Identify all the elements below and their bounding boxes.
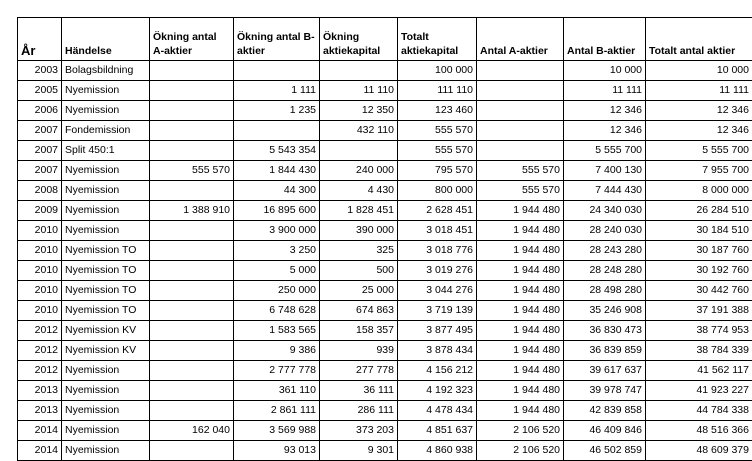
increase-a-shares-cell — [150, 341, 234, 361]
year-cell: 2012 — [18, 321, 62, 341]
increase-b-shares-cell — [234, 121, 320, 141]
increase-a-shares-cell — [150, 301, 234, 321]
increase-share-capital-cell: 432 110 — [320, 121, 398, 141]
year-cell: 2013 — [18, 381, 62, 401]
total-share-capital-cell: 800 000 — [398, 181, 477, 201]
year-cell: 2007 — [18, 141, 62, 161]
total-share-capital-cell: 4 156 212 — [398, 361, 477, 381]
year-cell: 2003 — [18, 61, 62, 81]
total-share-capital-cell: 3 877 495 — [398, 321, 477, 341]
increase-share-capital-cell: 277 778 — [320, 361, 398, 381]
increase-a-shares-cell — [150, 261, 234, 281]
year-cell: 2005 — [18, 81, 62, 101]
increase-b-shares-cell: 1 235 — [234, 101, 320, 121]
table-row — [18, 341, 752, 361]
event-cell: Split 450:1 — [62, 141, 150, 161]
a-shares-cell: 555 570 — [477, 161, 564, 181]
b-shares-cell: 46 409 846 — [564, 421, 646, 441]
total-shares-cell: 41 562 117 — [646, 361, 752, 381]
table-row — [18, 241, 752, 261]
event-cell: Nyemission — [62, 421, 150, 441]
b-shares-cell: 39 617 637 — [564, 361, 646, 381]
total-shares-cell: 5 555 700 — [646, 141, 752, 161]
year-cell: 2010 — [18, 261, 62, 281]
table-row — [18, 101, 752, 121]
total-share-capital-cell: 4 478 434 — [398, 401, 477, 421]
a-shares-cell — [477, 61, 564, 81]
total-share-capital-cell: 3 719 139 — [398, 301, 477, 321]
increase-a-shares-cell — [150, 281, 234, 301]
event-cell: Nyemission — [62, 101, 150, 121]
total-share-capital-cell: 3 878 434 — [398, 341, 477, 361]
increase-share-capital-cell: 4 430 — [320, 181, 398, 201]
increase-a-shares-cell — [150, 141, 234, 161]
increase-b-shares-cell: 1 111 — [234, 81, 320, 101]
header-increase-a-shares: Ökning antal A-aktier — [150, 18, 234, 61]
increase-share-capital-cell: 36 111 — [320, 381, 398, 401]
total-shares-cell: 11 111 — [646, 81, 752, 101]
event-cell: Nyemission — [62, 441, 150, 461]
increase-share-capital-cell: 500 — [320, 261, 398, 281]
increase-a-shares-cell — [150, 321, 234, 341]
event-cell: Nyemission — [62, 361, 150, 381]
a-shares-cell: 1 944 480 — [477, 381, 564, 401]
increase-a-shares-cell — [150, 81, 234, 101]
increase-b-shares-cell: 2 777 778 — [234, 361, 320, 381]
increase-a-shares-cell — [150, 361, 234, 381]
total-share-capital-cell: 3 018 776 — [398, 241, 477, 261]
total-share-capital-cell: 555 570 — [398, 141, 477, 161]
year-cell: 2006 — [18, 101, 62, 121]
table-row — [18, 201, 752, 221]
header-increase-share-capital: Ökning aktiekapital — [320, 18, 398, 61]
increase-a-shares-cell — [150, 121, 234, 141]
total-shares-cell: 8 000 000 — [646, 181, 752, 201]
increase-a-shares-cell — [150, 441, 234, 461]
increase-share-capital-cell: 11 110 — [320, 81, 398, 101]
a-shares-cell — [477, 101, 564, 121]
year-cell: 2008 — [18, 181, 62, 201]
a-shares-cell — [477, 141, 564, 161]
total-shares-cell: 38 774 953 — [646, 321, 752, 341]
increase-a-shares-cell — [150, 401, 234, 421]
b-shares-cell: 28 243 280 — [564, 241, 646, 261]
increase-a-shares-cell — [150, 61, 234, 81]
table-row — [18, 361, 752, 381]
total-shares-cell: 48 609 379 — [646, 441, 752, 461]
increase-b-shares-cell — [234, 61, 320, 81]
increase-share-capital-cell: 158 357 — [320, 321, 398, 341]
table-row — [18, 181, 752, 201]
increase-a-shares-cell: 555 570 — [150, 161, 234, 181]
header-total-share-capital: Totalt aktiekapital — [398, 18, 477, 61]
b-shares-cell: 7 400 130 — [564, 161, 646, 181]
event-cell: Bolagsbildning — [62, 61, 150, 81]
event-cell: Nyemission TO — [62, 261, 150, 281]
increase-b-shares-cell: 2 861 111 — [234, 401, 320, 421]
header-increase-b-shares: Ökning antal B-aktier — [234, 18, 320, 61]
b-shares-cell: 46 502 859 — [564, 441, 646, 461]
year-cell: 2014 — [18, 421, 62, 441]
increase-b-shares-cell: 93 013 — [234, 441, 320, 461]
total-shares-cell: 37 191 388 — [646, 301, 752, 321]
b-shares-cell: 7 444 430 — [564, 181, 646, 201]
year-cell: 2007 — [18, 121, 62, 141]
increase-b-shares-cell: 5 543 354 — [234, 141, 320, 161]
b-shares-cell: 28 248 280 — [564, 261, 646, 281]
b-shares-cell: 12 346 — [564, 101, 646, 121]
table-row — [18, 401, 752, 421]
header-total-shares: Totalt antal aktier — [646, 18, 752, 61]
year-cell: 2013 — [18, 401, 62, 421]
total-share-capital-cell: 4 860 938 — [398, 441, 477, 461]
total-shares-cell: 26 284 510 — [646, 201, 752, 221]
table-row — [18, 161, 752, 181]
table-row — [18, 381, 752, 401]
total-share-capital-cell: 100 000 — [398, 61, 477, 81]
a-shares-cell: 1 944 480 — [477, 321, 564, 341]
total-share-capital-cell: 4 851 637 — [398, 421, 477, 441]
increase-share-capital-cell: 325 — [320, 241, 398, 261]
total-share-capital-cell: 123 460 — [398, 101, 477, 121]
total-shares-cell: 12 346 — [646, 101, 752, 121]
increase-a-shares-cell: 162 040 — [150, 421, 234, 441]
table-row — [18, 301, 752, 321]
share-capital-table — [17, 17, 752, 461]
b-shares-cell: 10 000 — [564, 61, 646, 81]
table-row — [18, 141, 752, 161]
increase-share-capital-cell: 9 301 — [320, 441, 398, 461]
a-shares-cell: 1 944 480 — [477, 341, 564, 361]
total-share-capital-cell: 3 044 276 — [398, 281, 477, 301]
increase-b-shares-cell: 9 386 — [234, 341, 320, 361]
a-shares-cell: 1 944 480 — [477, 201, 564, 221]
a-shares-cell: 2 106 520 — [477, 441, 564, 461]
total-shares-cell: 10 000 — [646, 61, 752, 81]
event-cell: Nyemission — [62, 81, 150, 101]
table-row — [18, 261, 752, 281]
increase-b-shares-cell: 1 583 565 — [234, 321, 320, 341]
increase-b-shares-cell: 3 250 — [234, 241, 320, 261]
total-shares-cell: 7 955 700 — [646, 161, 752, 181]
total-shares-cell: 48 516 366 — [646, 421, 752, 441]
increase-share-capital-cell: 939 — [320, 341, 398, 361]
increase-b-shares-cell: 44 300 — [234, 181, 320, 201]
table-body — [18, 61, 752, 461]
total-share-capital-cell: 111 110 — [398, 81, 477, 101]
event-cell: Nyemission — [62, 181, 150, 201]
increase-a-shares-cell — [150, 181, 234, 201]
b-shares-cell: 36 839 859 — [564, 341, 646, 361]
total-shares-cell: 30 192 760 — [646, 261, 752, 281]
table-row — [18, 121, 752, 141]
header-event: Händelse — [62, 18, 150, 61]
increase-b-shares-cell: 5 000 — [234, 261, 320, 281]
increase-share-capital-cell: 390 000 — [320, 221, 398, 241]
event-cell: Nyemission — [62, 161, 150, 181]
header-row — [18, 18, 752, 61]
year-cell: 2012 — [18, 361, 62, 381]
year-cell: 2010 — [18, 301, 62, 321]
table-row — [18, 221, 752, 241]
year-cell: 2007 — [18, 161, 62, 181]
total-share-capital-cell: 4 192 323 — [398, 381, 477, 401]
table-row — [18, 61, 752, 81]
year-cell: 2009 — [18, 201, 62, 221]
event-cell: Nyemission TO — [62, 281, 150, 301]
table-row — [18, 421, 752, 441]
b-shares-cell: 11 111 — [564, 81, 646, 101]
b-shares-cell: 28 240 030 — [564, 221, 646, 241]
b-shares-cell: 24 340 030 — [564, 201, 646, 221]
total-shares-cell: 44 784 338 — [646, 401, 752, 421]
increase-share-capital-cell: 373 203 — [320, 421, 398, 441]
total-shares-cell: 38 784 339 — [646, 341, 752, 361]
increase-b-shares-cell: 16 895 600 — [234, 201, 320, 221]
total-shares-cell: 41 923 227 — [646, 381, 752, 401]
increase-b-shares-cell: 3 900 000 — [234, 221, 320, 241]
event-cell: Nyemission — [62, 381, 150, 401]
event-cell: Nyemission — [62, 401, 150, 421]
total-share-capital-cell: 795 570 — [398, 161, 477, 181]
event-cell: Nyemission KV — [62, 321, 150, 341]
increase-share-capital-cell: 12 350 — [320, 101, 398, 121]
increase-share-capital-cell: 674 863 — [320, 301, 398, 321]
total-share-capital-cell: 3 019 276 — [398, 261, 477, 281]
header-a-shares: Antal A-aktier — [477, 18, 564, 61]
a-shares-cell — [477, 121, 564, 141]
increase-share-capital-cell: 1 828 451 — [320, 201, 398, 221]
increase-share-capital-cell — [320, 141, 398, 161]
b-shares-cell: 5 555 700 — [564, 141, 646, 161]
a-shares-cell: 1 944 480 — [477, 241, 564, 261]
year-cell: 2010 — [18, 281, 62, 301]
increase-b-shares-cell: 3 569 988 — [234, 421, 320, 441]
total-shares-cell: 30 442 760 — [646, 281, 752, 301]
b-shares-cell: 39 978 747 — [564, 381, 646, 401]
total-share-capital-cell: 3 018 451 — [398, 221, 477, 241]
increase-b-shares-cell: 361 110 — [234, 381, 320, 401]
event-cell: Nyemission — [62, 221, 150, 241]
header-year: År — [18, 18, 62, 61]
event-cell: Nyemission KV — [62, 341, 150, 361]
share-capital-history — [17, 17, 752, 461]
increase-b-shares-cell: 250 000 — [234, 281, 320, 301]
increase-a-shares-cell — [150, 101, 234, 121]
increase-a-shares-cell — [150, 381, 234, 401]
event-cell: Fondemission — [62, 121, 150, 141]
year-cell: 2010 — [18, 221, 62, 241]
increase-a-shares-cell: 1 388 910 — [150, 201, 234, 221]
event-cell: Nyemission TO — [62, 241, 150, 261]
b-shares-cell: 28 498 280 — [564, 281, 646, 301]
increase-a-shares-cell — [150, 221, 234, 241]
b-shares-cell: 42 839 858 — [564, 401, 646, 421]
table-row — [18, 441, 752, 461]
increase-a-shares-cell — [150, 241, 234, 261]
increase-b-shares-cell: 1 844 430 — [234, 161, 320, 181]
year-cell: 2014 — [18, 441, 62, 461]
a-shares-cell — [477, 81, 564, 101]
year-cell: 2012 — [18, 341, 62, 361]
b-shares-cell: 12 346 — [564, 121, 646, 141]
b-shares-cell: 35 246 908 — [564, 301, 646, 321]
total-shares-cell: 30 184 510 — [646, 221, 752, 241]
event-cell: Nyemission TO — [62, 301, 150, 321]
total-share-capital-cell: 555 570 — [398, 121, 477, 141]
table-row — [18, 321, 752, 341]
year-cell: 2010 — [18, 241, 62, 261]
table-row — [18, 281, 752, 301]
header-b-shares: Antal B-aktier — [564, 18, 646, 61]
increase-b-shares-cell: 6 748 628 — [234, 301, 320, 321]
a-shares-cell: 2 106 520 — [477, 421, 564, 441]
a-shares-cell: 1 944 480 — [477, 261, 564, 281]
increase-share-capital-cell: 286 111 — [320, 401, 398, 421]
a-shares-cell: 1 944 480 — [477, 301, 564, 321]
total-shares-cell: 12 346 — [646, 121, 752, 141]
total-share-capital-cell: 2 628 451 — [398, 201, 477, 221]
a-shares-cell: 1 944 480 — [477, 281, 564, 301]
b-shares-cell: 36 830 473 — [564, 321, 646, 341]
table-row — [18, 81, 752, 101]
event-cell: Nyemission — [62, 201, 150, 221]
increase-share-capital-cell: 25 000 — [320, 281, 398, 301]
a-shares-cell: 1 944 480 — [477, 221, 564, 241]
a-shares-cell: 555 570 — [477, 181, 564, 201]
a-shares-cell: 1 944 480 — [477, 361, 564, 381]
increase-share-capital-cell: 240 000 — [320, 161, 398, 181]
increase-share-capital-cell — [320, 61, 398, 81]
a-shares-cell: 1 944 480 — [477, 401, 564, 421]
total-shares-cell: 30 187 760 — [646, 241, 752, 261]
